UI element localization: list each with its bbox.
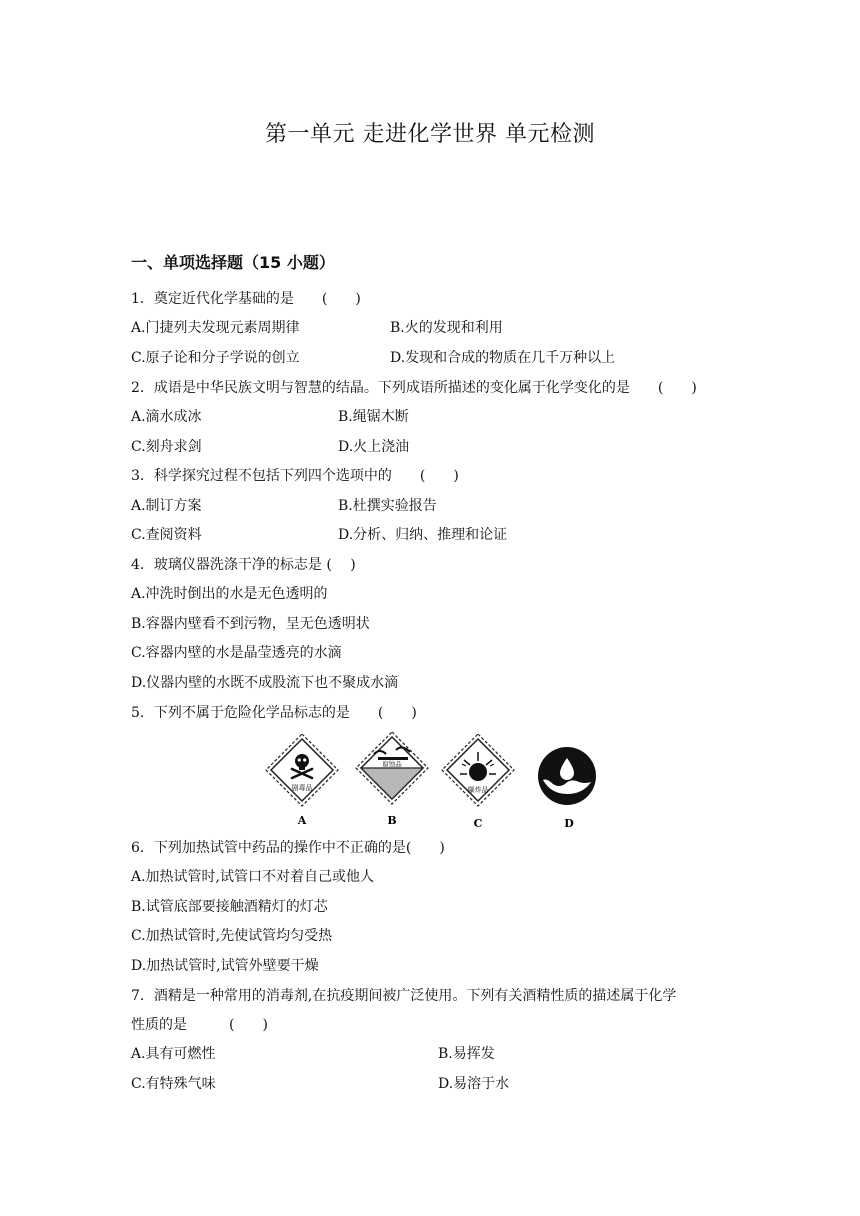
question-7-stem-line-2: 性质的是 ( ) — [131, 1017, 268, 1033]
question-7-option-d: D.易溶于水 — [438, 1076, 510, 1092]
hazard-signs-figure — [262, 730, 602, 834]
question-7-option-b: B.易挥发 — [438, 1046, 495, 1062]
section-heading: 一、单项选择题（15 小题） — [131, 253, 335, 272]
question-7-stem-line-1: 7．酒精是一种常用的消毒剂,在抗疫期间被广泛使用。下列有关酒精性质的描述属于化学 — [131, 988, 677, 1004]
sign-b-text: 腐蚀品 — [382, 760, 402, 768]
question-5-stem: 5．下列不属于危险化学品标志的是 ( ) — [131, 705, 417, 721]
question-6-option-d: D.加热试管时,试管外壁要干燥 — [131, 958, 319, 974]
question-3-option-b: B.杜撰实验报告 — [338, 498, 437, 514]
explosive-sign-icon — [442, 734, 514, 806]
question-2-option-b: B.绳锯木断 — [338, 409, 409, 425]
sign-b-label: B — [387, 814, 397, 827]
sign-c-text: 爆炸品 — [467, 786, 489, 794]
question-1-option-c: C.原子论和分子学说的创立 — [131, 350, 300, 366]
question-3-stem: 3．科学探究过程不包括下列四个选项中的 ( ) — [131, 468, 459, 484]
question-6-option-b: B.试管底部要接触酒精灯的灯芯 — [131, 899, 328, 915]
question-4-option-d: D.仪器内壁的水既不成股流下也不聚成水滴 — [131, 675, 399, 691]
water-drop-logo-icon — [538, 747, 596, 805]
question-4-stem: 4．玻璃仪器洗涤干净的标志是 ( ) — [131, 557, 356, 573]
question-3-option-c: C.查阅资料 — [131, 527, 202, 543]
sign-d-label: D — [564, 817, 574, 830]
question-1-stem: 1．奠定近代化学基础的是 ( ) — [131, 291, 361, 307]
question-2-option-c: C.刻舟求剑 — [131, 439, 202, 455]
question-3-option-a: A.制订方案 — [131, 498, 202, 514]
corrosive-sign-icon — [356, 732, 428, 804]
page-title: 第一单元 走进化学世界 单元检测 — [265, 122, 595, 147]
question-1-option-b: B.火的发现和利用 — [390, 320, 503, 336]
question-7-option-c: C.有特殊气味 — [131, 1076, 216, 1092]
question-1-option-a: A.门捷列夫发现元素周期律 — [131, 320, 300, 336]
sign-c-label: C — [473, 817, 483, 830]
question-2-stem: 2．成语是中华民族文明与智慧的结晶。下列成语所描述的变化属于化学变化的是 ( ) — [131, 380, 697, 396]
toxic-sign-icon — [266, 734, 338, 806]
sign-a-label: A — [297, 814, 307, 827]
question-2-option-a: A.滴水成冰 — [131, 409, 202, 425]
question-6-option-a: A.加热试管时,试管口不对着自己或他人 — [131, 869, 375, 885]
question-6-option-c: C.加热试管时,先使试管均匀受热 — [131, 928, 333, 944]
question-4-option-a: A.冲洗时倒出的水是无色透明的 — [131, 586, 328, 602]
question-7-option-a: A.具有可燃性 — [131, 1046, 216, 1062]
question-1-option-d: D.发现和合成的物质在几千万种以上 — [390, 350, 616, 366]
sign-a-text: 剧毒品 — [291, 784, 313, 792]
question-3-option-d: D.分析、归纳、推理和论证 — [338, 527, 508, 543]
question-4-option-b: B.容器内壁看不到污物，呈无色透明状 — [131, 616, 370, 632]
question-4-option-c: C.容器内壁的水是晶莹透亮的水滴 — [131, 645, 342, 661]
question-6-stem: 6．下列加热试管中药品的操作中不正确的是( ) — [131, 840, 445, 856]
question-2-option-d: D.火上浇油 — [338, 439, 410, 455]
